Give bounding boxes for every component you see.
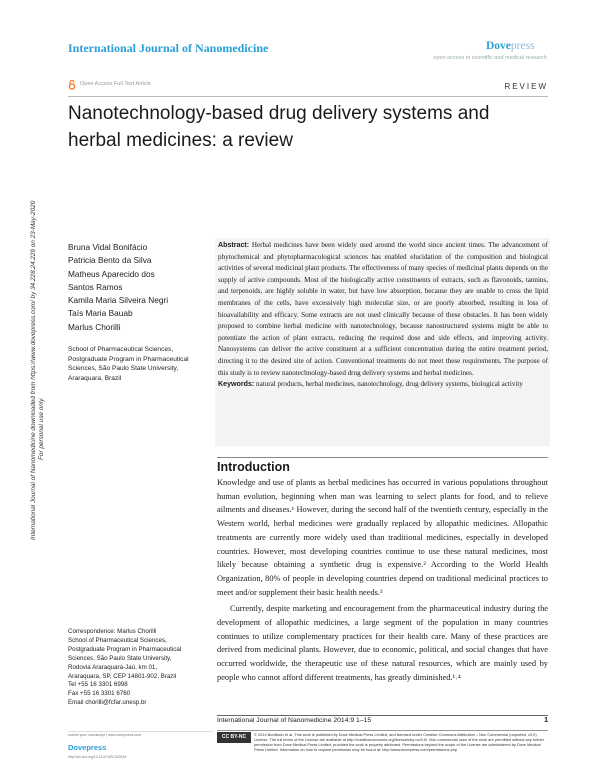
side-note-line2: For personal use only. bbox=[38, 397, 45, 460]
publisher-tagline: open access to scientific and medical research bbox=[433, 55, 547, 61]
footer-divider bbox=[217, 730, 548, 731]
author: Kamila Maria Silveira Negri bbox=[68, 295, 169, 306]
affiliation: School of Pharmaceutical Sciences, Postgraduate Program in Pharmaceutical Sciences, São Paulo State University, Araraquara, Brazil bbox=[68, 346, 189, 382]
license-text: © 2014 Bonifácio et al. This work is published by Dove Medical Press Limited, and licensed under Creative Commons Attribution – Non Commercial (unported, v3.0) License. The full terms of the License are available at http://creativecommons.org/licenses/by-nc/3.0/. Non-commercial uses of the work are permitted without any further permission from Dove Medical Press Limited, provided the work is properly attributed. Permissions beyond the scope of the License are administered by Dove Medical Press Limited. Information on how to request permission may be found at: http://www.dovepress.com/permissions.php bbox=[254, 732, 545, 752]
article-title: Nanotechnology-based drug delivery systems and herbal medicines: a review bbox=[68, 103, 490, 151]
footer-divider bbox=[217, 715, 548, 716]
keywords-label: Keywords: bbox=[218, 380, 255, 389]
correspondence-line: School of Pharmaceutical Sciences, bbox=[68, 636, 167, 644]
access-label: Open Access Full Text Article bbox=[80, 81, 151, 87]
submit-link[interactable]: submit your manuscript | www.dovepress.com bbox=[68, 733, 142, 737]
paragraph: Knowledge and use of plants as herbal medicines has occurred in various populations throughout human evolution, beginning when man was learning to select plants for food, and to relieve ailments and diseases.¹ However, during the second half of the twentieth century, especially in the Western world, herbal medicines were gradually replaced by allopathic medicines. Allopathic treatments are currently more widely used than traditional medicines, especially in developed countries. However, most developing countries continue to use these natural medicines, most likely because obtaining a synthetic drug is expensive.² According to the World Health Organization, 80% of people in developing countries depend on traditional medicinal practices to meet and/or supplement their basic health needs.³ bbox=[217, 478, 548, 597]
paragraph: Currently, despite marketing and encouragement from the pharmaceutical industry during the development of allopathic medicines, a large segment of the population in many countries continues to utilize complementary practices for their health care. Many of these practices are derived from medicinal plants. However, due to economic, political, and social changes that have occurred worldwide, the therapeutic use of these natural resources, which are mainly used by people who cannot afford different treatments, has greatly diminished.¹˒⁴ bbox=[217, 604, 548, 682]
correspondence bbox=[68, 628, 213, 708]
dovepress-footer-logo: Dovepress bbox=[68, 743, 107, 752]
footer-left-divider bbox=[68, 731, 213, 732]
open-access-icon bbox=[68, 80, 76, 90]
intro-body bbox=[217, 476, 548, 685]
author: Santos Ramos bbox=[68, 281, 123, 292]
header-divider bbox=[68, 96, 548, 97]
journal-name: International Journal of Nanomedicine bbox=[68, 41, 269, 55]
doi-link[interactable]: http://dx.doi.org/10.2147/IJN.S52634 bbox=[68, 755, 127, 759]
creative-commons-badge[interactable]: CC BY-NC bbox=[217, 732, 251, 743]
correspondence-line: Araraquara, SP, CEP 14801-902, Brazil bbox=[68, 672, 177, 680]
correspondence-line: Rodovia Araraquara-Jaú, km 01, bbox=[68, 663, 158, 671]
author: Taís Maria Bauab bbox=[68, 308, 133, 319]
author: Marlus Chorilli bbox=[68, 321, 121, 332]
correspondence-line: Sciences, São Paulo State University, bbox=[68, 654, 172, 662]
page-number: 1 bbox=[544, 717, 548, 724]
article-type: REVIEW bbox=[504, 82, 548, 91]
abstract-text: Herbal medicines have been widely used around the world since ancient times. The advancement of phytochemical and phytopharmacological sciences has enabled elucidation of the composition and biological activities of several medicinal plant products. The effectiveness of many species of medicinal plants depends on the supply of active compounds. Most of the biologically active constituents of extracts, such as flavonoids, tannins, and terpenoids, are highly soluble in water, but have low absorption, because they are unable to cross the lipid membranes of the cells, have excessively high molecular size, or are poorly absorbed, resulting in loss of bioavailability and efficacy. Some extracts are not used clinically because of these obstacles. It has been widely proposed to combine herbal medicine with nanotechnology, because nanostructured systems might be able to potentiate the action of plant extracts, reducing the required dose and side effects, and improving activity. Nanosystems can deliver the active constituent at a sufficient concentration during the entire treatment period, directing it to the desired site of action. Conventional treatments do not meet these requirements. The purpose of this study is to review nanotechnology-based drug delivery systems and herbal medicines. bbox=[218, 241, 548, 377]
author: Matheus Aparecido dos bbox=[68, 268, 155, 279]
intro-divider bbox=[217, 457, 548, 458]
correspondence-line: Fax +55 16 3301 6760 bbox=[68, 690, 131, 698]
author-list bbox=[68, 241, 213, 334]
correspondence-email[interactable]: Email chorilli@fcfar.unesp.br bbox=[68, 699, 147, 707]
keywords-text: natural products, herbal medicines, nanotechnology, drug delivery systems, biological activity bbox=[256, 380, 523, 389]
correspondence-line: Tel +55 16 3301 6998 bbox=[68, 681, 128, 689]
author: Bruna Vidal Bonifácio bbox=[68, 242, 148, 252]
download-side-note bbox=[6, 140, 46, 540]
correspondence-line: Postgraduate Program in Pharmaceutical bbox=[68, 645, 182, 653]
section-heading: Introduction bbox=[217, 460, 290, 474]
abstract-label: Abstract: bbox=[218, 241, 250, 249]
publisher-logo: Dovepress bbox=[486, 40, 535, 52]
correspondence-label: Correspondence: Marlus Chorilli bbox=[68, 628, 157, 635]
footer-citation: International Journal of Nanomedicine 2014:9 1–15 bbox=[217, 717, 372, 724]
side-note-line1: International Journal of Nanomedicine downloaded from https://www.dovepress.com/ by 34.228.24.229 on 23-May-2020 bbox=[30, 200, 37, 540]
abstract bbox=[218, 240, 548, 391]
author: Patricia Bento da Silva bbox=[68, 255, 152, 266]
